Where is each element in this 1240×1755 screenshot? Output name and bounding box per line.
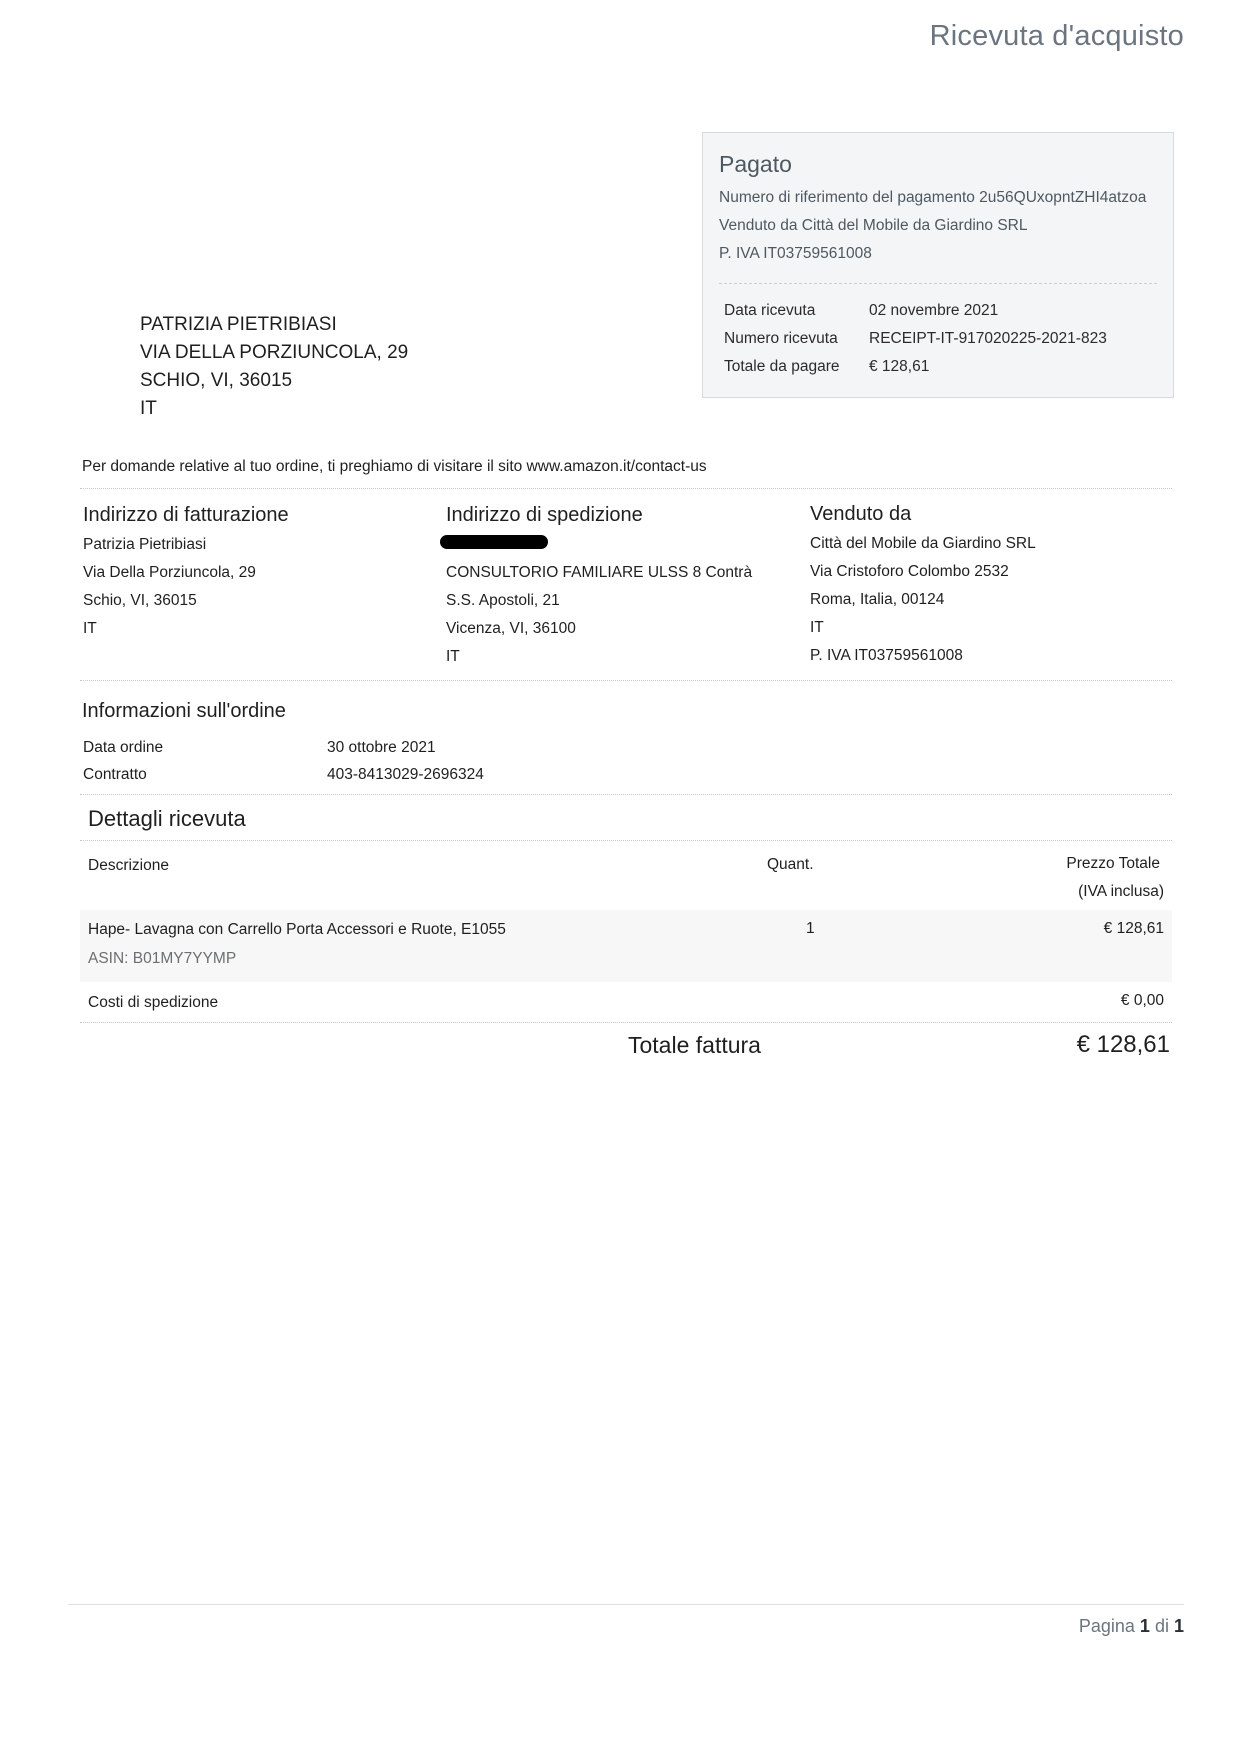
divider — [80, 794, 1172, 795]
footer-divider — [68, 1604, 1184, 1605]
header-price: Prezzo Totale — [1066, 855, 1160, 872]
contract-label: Contratto — [83, 766, 147, 783]
payment-summary-box — [702, 132, 1174, 398]
seller-street: Via Cristoforo Colombo 2532 — [810, 563, 1009, 580]
details-title: Dettagli ricevuta — [88, 806, 246, 831]
order-date-value: 30 ottobre 2021 — [327, 739, 436, 756]
seller-vat: P. IVA IT03759561008 — [810, 647, 963, 664]
page-current: 1 — [1139, 1616, 1150, 1636]
divider — [80, 1022, 1172, 1023]
receipt-number-value: RECEIPT-IT-917020225-2021-823 — [869, 330, 1107, 347]
page-indicator — [1079, 1616, 1184, 1637]
order-info-title: Informazioni sull'ordine — [82, 700, 286, 722]
contract-value: 403-8413029-2696324 — [327, 766, 484, 783]
receipt-date-label: Data ricevuta — [724, 302, 816, 319]
item-price: € 128,61 — [1103, 920, 1164, 937]
item-asin: ASIN: B01MY7YYMP — [88, 950, 237, 967]
invoice-total-label: Totale fattura — [628, 1032, 761, 1058]
page-label: Pagina — [1078, 1616, 1135, 1636]
seller-city: Roma, Italia, 00124 — [810, 591, 945, 608]
billing-city: Schio, VI, 36015 — [83, 592, 197, 609]
shipping-cost-value: € 0,00 — [1120, 992, 1164, 1009]
payment-status: Pagato — [719, 151, 792, 177]
customer-street: VIA DELLA PORZIUNCOLA, 29 — [140, 342, 409, 363]
payment-divider — [719, 283, 1157, 284]
receipt-date-value: 02 novembre 2021 — [869, 302, 999, 319]
item-quantity: 1 — [806, 920, 815, 937]
shipping-country: IT — [446, 648, 460, 665]
seller-name: Città del Mobile da Giardino SRL — [810, 535, 1036, 552]
divider — [80, 840, 1172, 841]
seller-country: IT — [810, 619, 824, 636]
shipping-cost-label: Costi di spedizione — [88, 994, 219, 1011]
customer-city: SCHIO, VI, 36015 — [140, 370, 293, 391]
shipping-address-title: Indirizzo di spedizione — [446, 504, 643, 526]
header-description: Descrizione — [88, 857, 169, 874]
receipt-number-label: Numero ricevuta — [724, 330, 838, 347]
page-total: 1 — [1173, 1616, 1184, 1636]
invoice-total-value: € 128,61 — [1076, 1031, 1170, 1058]
divider — [80, 488, 1172, 489]
shipping-city: Vicenza, VI, 36100 — [446, 620, 576, 637]
billing-street: Via Della Porziuncola, 29 — [83, 564, 256, 581]
contact-note: Per domande relative al tuo ordine, ti preghiamo di visitare il sito www.amazon.it/contact-us — [82, 458, 707, 475]
seller-title: Venduto da — [810, 503, 912, 525]
shipping-line-1: CONSULTORIO FAMILIARE ULSS 8 Contrà — [446, 564, 753, 581]
amount-due-label: Totale da pagare — [724, 358, 840, 375]
item-name: Hape- Lavagna con Carrello Porta Accessori e Ruote, E1055 — [88, 921, 506, 938]
billing-country: IT — [83, 620, 97, 637]
divider — [80, 680, 1172, 681]
payment-vat: P. IVA IT03759561008 — [719, 245, 872, 262]
redacted-name — [440, 535, 548, 549]
amount-due-value: € 128,61 — [869, 358, 930, 375]
payment-sold-by: Venduto da Città del Mobile da Giardino SRL — [719, 217, 1028, 234]
header-quantity: Quant. — [767, 856, 814, 873]
billing-name: Patrizia Pietribiasi — [83, 536, 207, 553]
document-title: Ricevuta d'acquisto — [929, 20, 1184, 52]
page-of: di — [1154, 1616, 1169, 1636]
customer-country: IT — [140, 398, 157, 419]
billing-address-title: Indirizzo di fatturazione — [83, 504, 289, 526]
customer-name: PATRIZIA PIETRIBIASI — [140, 314, 337, 335]
header-price-note: (IVA inclusa) — [1078, 883, 1164, 900]
payment-reference: Numero di riferimento del pagamento 2u56QUxopntZHI4atzoa — [719, 189, 1147, 206]
order-date-label: Data ordine — [83, 739, 164, 756]
shipping-line-2: S.S. Apostoli, 21 — [446, 592, 560, 609]
